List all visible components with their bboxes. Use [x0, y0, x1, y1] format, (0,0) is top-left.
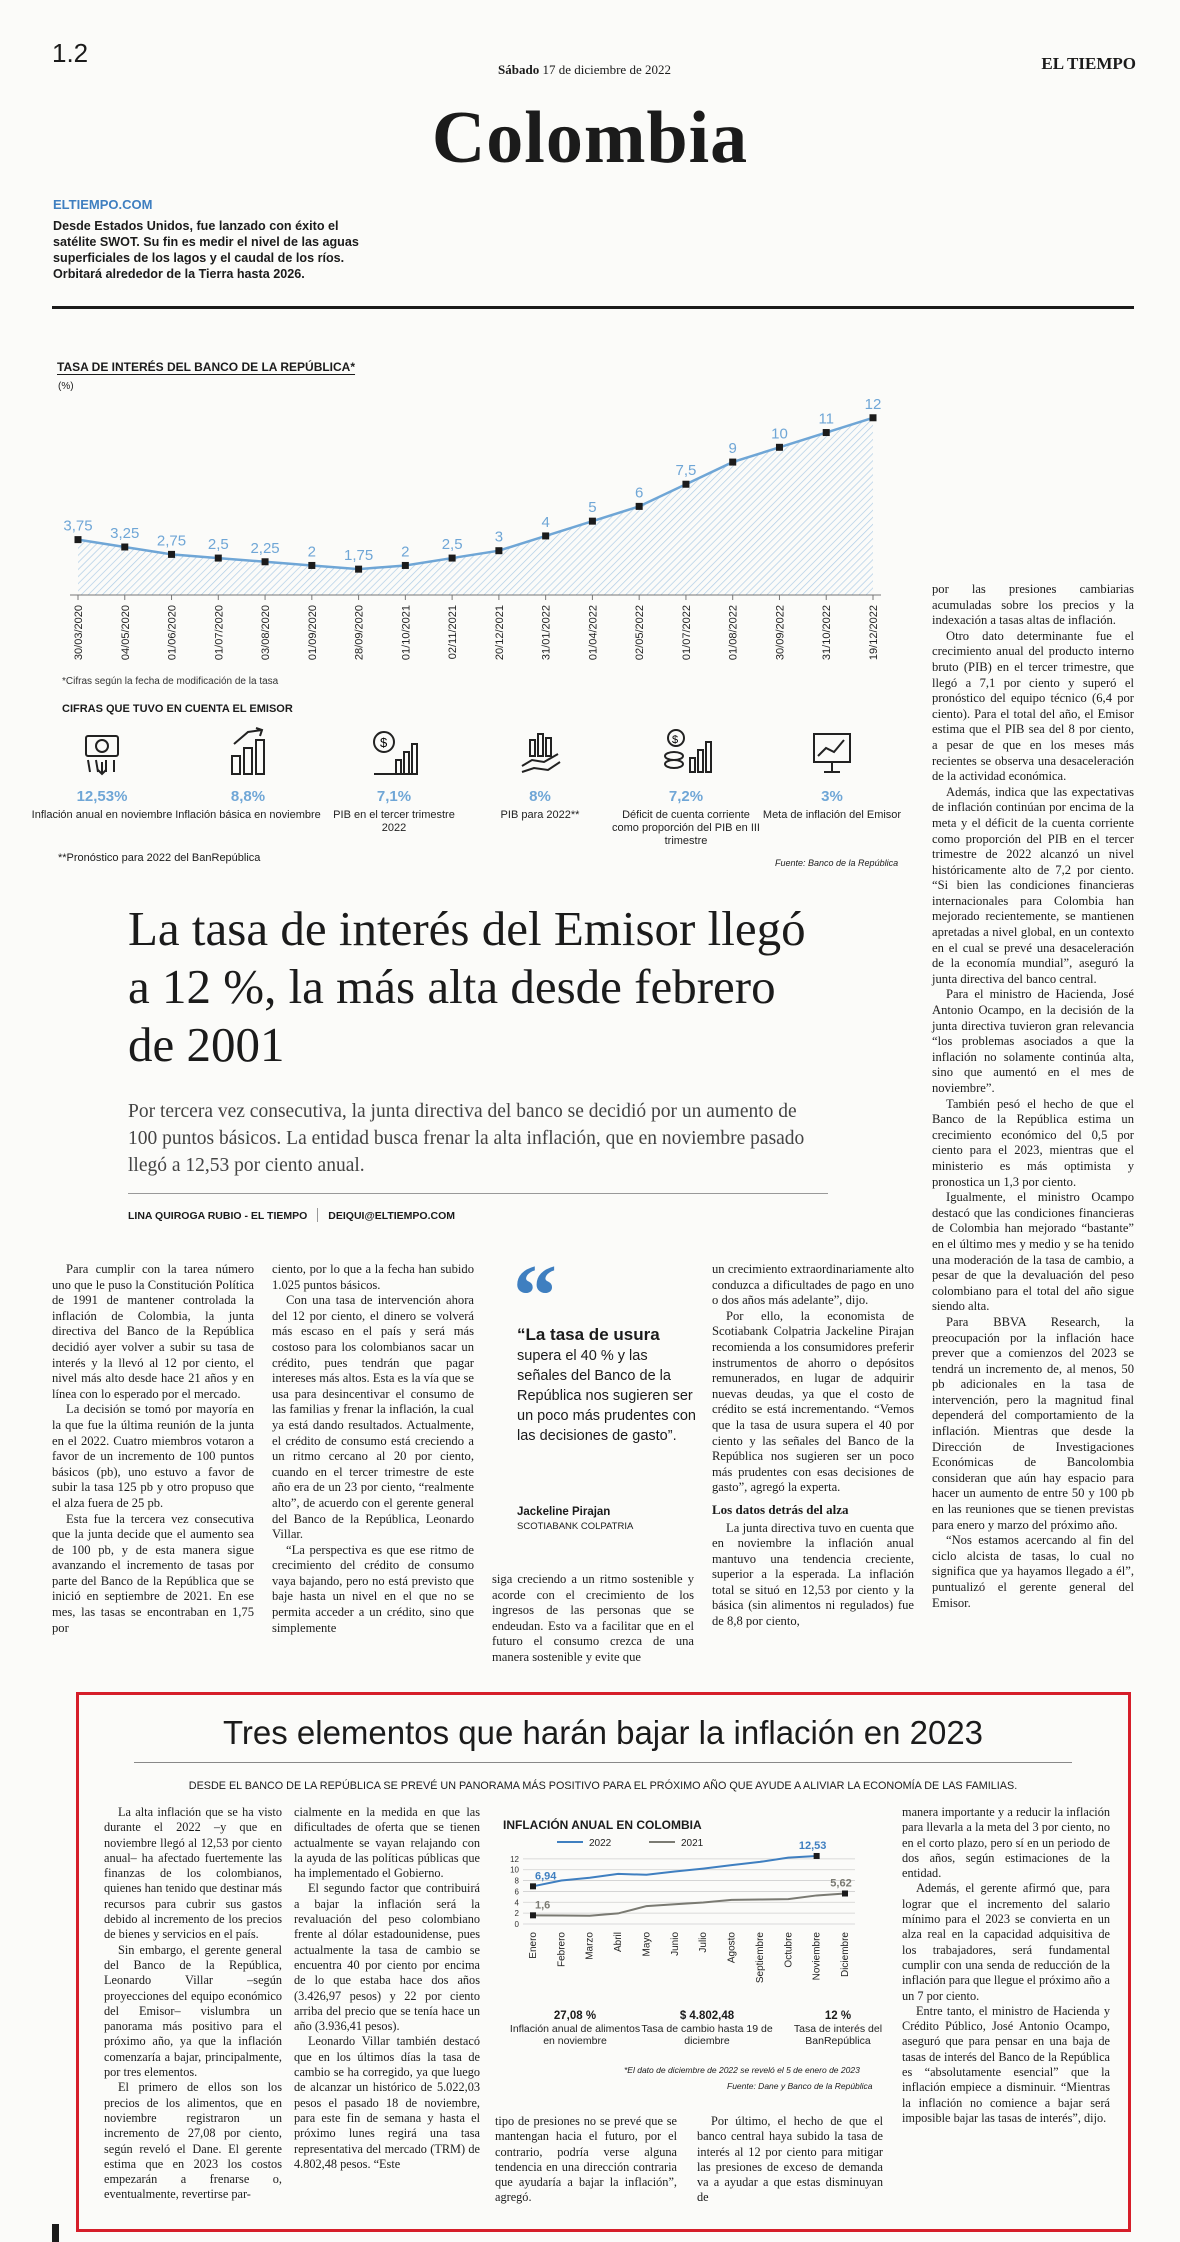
- data-point: [308, 562, 315, 569]
- y-tick-label: 8: [514, 1876, 519, 1886]
- legend-label: 2022: [589, 1838, 612, 1849]
- indicator-label: PIB para 2022**: [500, 809, 580, 821]
- paragraph: por las presiones cambiarias acumuladas sobre los precios y la indexación a tasas altas de inflación.: [932, 582, 1134, 628]
- issue-date-rest: 17 de diciembre de 2022: [542, 62, 671, 77]
- article-column-3-tail: [492, 1572, 694, 1666]
- data-label: 2,25: [250, 539, 280, 557]
- article-deck: Por tercera vez consecutiva, la junta directiva del banco se decidió por un aumento de 100 puntos básicos. La entidad busca frenar la alta inflación, que en noviembre pasado llegó a 12,53 por ciento anual.: [128, 1101, 805, 1176]
- x-tick-label: Mayo: [641, 1932, 653, 1957]
- x-tick-label: 31/10/2022: [821, 605, 834, 661]
- interest-rate-chart: [40, 395, 890, 677]
- paragraph: La alta inflación que se ha visto durante el 2022 –y que en noviembre llegó al 12,53 por ciento anual– ha afectado fuertemente las finanzas de los colombianos, quienes han tenido que destinar más recursos para cubrir sus gastos debido al incremento de los precios de bienes y servicios en el país.: [104, 1805, 282, 1942]
- x-tick-label: 02/11/2021: [447, 605, 460, 660]
- x-tick-label: Abril: [613, 1932, 625, 1953]
- paragraph: Con una tasa de intervención ahora del 12 por ciento, el dinero se volverá más escaso en el país y será más costoso para los colombianos sacar un crédito, pues tendrán que pagar intereses más altos. Esta es la vía que se usa para desincentivar el consumo de las familias y frenar la inflación, la cual ya está dando resultados. Actualmente, el crédito de consumo está creciendo a un ritmo cercano al 20 por ciento, cuando en el tercer trimestre de este año era de un 23 por ciento, “realmente alto”, de acuerdo con el gerente general del Banco de la República, Leonardo Villar.: [272, 1293, 474, 1542]
- article-headline: La tasa de interés del Emisor llegó a 12 %, la más alta desde febrero de 2001: [128, 901, 806, 1072]
- chart-title: TASA DE INTERÉS DEL BANCO DE LA REPÚBLICA*: [57, 360, 356, 374]
- hand-chart-icon: [466, 726, 614, 778]
- x-tick-label: Marzo: [584, 1932, 596, 1960]
- x-tick-label: 19/12/2022: [868, 605, 880, 661]
- byline-divider: [128, 1193, 828, 1194]
- indicator-label: PIB en el tercer trimestre 2022: [333, 809, 455, 834]
- y-tick-label: 2: [514, 1909, 519, 1919]
- byline: [128, 1208, 455, 1222]
- data-label: 3: [494, 528, 504, 546]
- series-start-point: [530, 1883, 536, 1889]
- data-point: [355, 566, 362, 573]
- data-point: [729, 459, 736, 466]
- paragraph: Otro dato determinante fue el crecimiento anual del producto interno bruto (PIB) en el tercer trimestre, que llegó a 7,1 por ciento y superó el pronóstico del equipo técnico (6,4 por ciento). Para el total del año, el Emisor estima que el PIB sea del 8 por ciento, a pesar de que en los meses más recientes se observa una desaceleración de la actividad económica.: [932, 628, 1134, 784]
- data-label: 3,75: [63, 517, 93, 535]
- x-tick-label: 02/05/2022: [634, 605, 647, 661]
- target-board-icon: [758, 726, 906, 778]
- x-tick-label: 20/12/2021: [493, 605, 506, 661]
- series-end-label: 5,62: [830, 1877, 852, 1890]
- data-label: 10: [771, 425, 788, 443]
- indicator-target: [758, 726, 906, 822]
- paragraph: Esta fue la tercera vez consecutiva que la junta decide que el aumento sea de 100 pb, y de esta manera sigue avanzando el incremento de tasas por parte del Banco de la República que se inició en septiembre de 2021. En ese mes, las tasas se encontraban en 1,75 por: [52, 1511, 254, 1635]
- data-label: 12: [864, 395, 882, 413]
- data-point: [262, 558, 269, 565]
- inflation-chart-note: *El dato de diciembre de 2022 se reveló el 5 de enero de 2023: [624, 2065, 860, 2075]
- data-label: 9: [728, 440, 737, 458]
- data-point: [823, 429, 830, 436]
- article-column-2: [272, 1262, 474, 1636]
- paragraph: La junta directiva tuvo en cuenta que en noviembre la inflación anual mantuvo una tendencia creciente, superior a la esperada. La inflación total se situó en 12,53 por ciento y la básica (sin alimentos ni regulados) fue de 8,8 por ciento,: [712, 1520, 914, 1629]
- x-tick-label: Agosto: [726, 1932, 738, 1964]
- data-point: [215, 555, 222, 562]
- pull-quote: [517, 1325, 697, 1446]
- box-indicator-value: $ 4.802,48: [679, 2010, 735, 2022]
- x-tick-label: 30/09/2022: [774, 605, 787, 661]
- paragraph: ciento, por lo que a la fecha han subido 1.025 puntos básicos.: [272, 1262, 474, 1292]
- indicator-inflation: [28, 726, 176, 822]
- pull-quote-rest: supera el 40 % y las señales del Banco de la República nos sugieren ser un poco más prudentes con las decisiones de gasto”.: [517, 1348, 696, 1444]
- paragraph: un crecimiento extraordinariamente alto conduzca a dificultades de pago en uno o dos años más adelante”, dijo.: [712, 1262, 914, 1308]
- box-column-5: [902, 1805, 1110, 2126]
- inflation-plot-area: [510, 1838, 855, 1983]
- promo-site[interactable]: ELTIEMPO.COM: [53, 197, 153, 212]
- x-tick-label: 30/03/2020: [73, 605, 85, 661]
- paragraph: Además, el gerente afirmó que, para lograr que el incremento del salario mínimo para el 2023 se convierta en un alza real en la capacidad adquisitiva de los trabajadores, será fundamental cumplir con una senda de reducción de la inflación para que llegue el próximo año a un 7 por ciento.: [902, 1881, 1110, 2003]
- newspaper-brand: EL TIEMPO: [1041, 54, 1136, 73]
- pull-quote-author: Jackeline Pirajan: [517, 1506, 611, 1518]
- header-divider: [52, 306, 1134, 309]
- box-subtitle: DESDE EL BANCO DE LA REPÚBLICA SE PREVÉ UN PANORAMA MÁS POSITIVO PARA EL PRÓXIMO AÑO QUE AYUDE A ALIVIAR LA ECONOMÍA DE LAS FAMILIAS.: [188, 1780, 1018, 1792]
- indicators-title: CIFRAS QUE TUVO EN CUENTA EL EMISOR: [62, 703, 293, 715]
- data-point: [636, 503, 643, 510]
- x-tick-label: 01/08/2022: [727, 605, 740, 661]
- pull-quote-lead: “La tasa de usura: [517, 1325, 660, 1344]
- issue-day: Sábado: [498, 62, 540, 77]
- box-divider: [134, 1762, 1072, 1763]
- x-tick-label: Junio: [669, 1932, 681, 1956]
- series-start-label: 6,94: [535, 1870, 557, 1883]
- bar-growth-icon: [174, 726, 322, 778]
- paragraph: Igualmente, el ministro Ocampo destacó que las condiciones financieras de Colombia han mejorado “bastante” en el último mes y medio y se ha tenido una moderación de la tasa de cambio, a pesar de que la devaluación del peso colombiano para el total del año sigue siendo alta.: [932, 1190, 1134, 1314]
- data-label: 5: [588, 499, 597, 517]
- data-point: [402, 562, 409, 569]
- quote-mark-icon: “: [513, 1248, 557, 1345]
- paragraph: Para cumplir con la tarea número uno que le puso la Constitución Política de 1991 de mantener controlada la inflación de Colombia, la junta directiva del Banco de la República decidió ayer volver a subir su tasa de interés y la llevó al 12 por ciento, el nivel más alto desde hace 21 años y en línea con lo esperado por el mercado.: [52, 1262, 254, 1401]
- box-indicator: [505, 2010, 645, 2047]
- y-tick-label: 12: [510, 1854, 519, 1864]
- box-indicator: [637, 2010, 777, 2047]
- box-indicator-value: 27,08 %: [553, 2010, 597, 2022]
- article-column-1: [52, 1262, 254, 1636]
- series-start-label: 1,6: [535, 1899, 551, 1912]
- byline-separator: [317, 1208, 318, 1222]
- x-tick-label: 31/01/2022: [540, 605, 553, 661]
- data-label: 1,75: [343, 547, 374, 565]
- x-tick-label: Diciembre: [840, 1932, 851, 1978]
- data-label: 2,5: [207, 536, 229, 554]
- indicator-value: 8,8%: [230, 788, 266, 805]
- indicator-value: 7,1%: [376, 788, 412, 805]
- x-tick-label: 04/05/2020: [119, 605, 132, 661]
- data-point: [168, 551, 175, 558]
- promo-text: Desde Estados Unidos, fue lanzado con éxito el satélite SWOT. Su fin es medir el nivel de las aguas superficiales de los lagos y el caudal de los ríos. Orbitará alrededor de la Tierra hasta 2026.: [53, 219, 359, 281]
- data-label: 3,25: [110, 525, 140, 542]
- x-tick-label: Septiembre: [754, 1932, 766, 1984]
- paragraph: El primero de ellos son los precios de los alimentos, que en noviembre registraron un incremento de 27,08 por ciento, según reveló el Dane. El gerente estima que en 2023 los costos empezarán a frenarse o, eventualmente, revertirse par-: [104, 2080, 282, 2202]
- indicator-value: 12,53%: [76, 788, 128, 805]
- data-label: 2: [307, 543, 316, 561]
- paragraph: Para el ministro de Hacienda, José Antonio Ocampo, en la decisión de la junta directiva tuvieron gran relevancia “los problemas asociados a que la inflación no solamente continúa alta, sino que aumentó en el mes de noviembre”.: [932, 987, 1134, 1095]
- box-title: Tres elementos que harán bajar la inflación en 2023: [222, 1714, 984, 1751]
- x-tick-label: 01/07/2022: [680, 605, 693, 661]
- legend-label: 2021: [681, 1838, 704, 1849]
- x-tick-label: Noviembre: [811, 1932, 823, 1981]
- x-tick-label: Octubre: [783, 1932, 795, 1968]
- paragraph: El segundo factor que contribuirá a bajar la inflación será la revaluación del peso colombiano frente al dólar estadounidense, pues actualmente la tasa de cambio se encuentra 40 por ciento por encima de lo que estaba hace dos años (3.426,97 pesos) y 22 por ciento arriba del precio que se tenía hace un año (3.936,41 pesos).: [294, 1881, 480, 2034]
- paragraph: cialmente en la medida en que las dificultades de oferta que se tienen actualmente se vayan relajando con la ayuda de las políticas públicas que ha implementado el Gobierno.: [294, 1805, 480, 1881]
- x-tick-label: Febrero: [556, 1932, 568, 1968]
- x-tick-label: Julio: [698, 1932, 710, 1953]
- data-point: [449, 555, 456, 562]
- inflation-chart-title: INFLACIÓN ANUAL EN COLOMBIA: [503, 1818, 702, 1832]
- series-line: [533, 1893, 845, 1915]
- indicator-gdp-q3: [320, 726, 468, 835]
- data-point: [589, 518, 596, 525]
- inflation-chart-source: Fuente: Dane y Banco de la República: [727, 2081, 873, 2091]
- svg-text:$: $: [672, 734, 679, 746]
- page-number: 1.2: [52, 38, 89, 68]
- paragraph: Además, indica que las expectativas de inflación continúan por encima de la meta y el déficit de la cuenta corriente como proporción del PIB en el tercer trimestre de 2022 alcanzó un nivel históricamente alto de 7,2 por ciento. “Si bien las condiciones financieras internacionales para Colombia han mejorado recientemente, se mantienen apretadas a nivel global, en un contexto en el cual se prevé una desaceleración de la economía mundial”, aseguró la junta directiva del banco central.: [932, 784, 1134, 986]
- x-tick-label: 01/10/2021: [400, 605, 413, 661]
- coin-chart-icon: [320, 726, 468, 778]
- y-tick-label: 0: [514, 1920, 519, 1929]
- section-title: Colombia: [431, 97, 749, 179]
- data-label: 2,75: [156, 532, 187, 550]
- indicator-label: Déficit de cuenta corriente como proporción del PIB en III trimestre: [612, 809, 760, 847]
- box-indicator-label: Tasa de cambio hasta 19 de diciembre: [641, 2023, 773, 2047]
- rate-plot-area: [63, 396, 881, 660]
- page-edge-mark: [52, 2224, 59, 2242]
- author-email[interactable]: DEIQUI@ELTIEMPO.COM: [328, 1210, 455, 1222]
- indicator-current-account: [612, 726, 760, 848]
- subheading: Los datos detrás del alza: [712, 1501, 849, 1517]
- data-label: 2,5: [441, 536, 463, 554]
- data-label: 4: [541, 513, 550, 531]
- box-column-1: [104, 1805, 282, 2203]
- indicator-value: 3%: [821, 788, 843, 805]
- paragraph: “Nos estamos acercando al fin del ciclo alcista de tasas, lo cual no significa que ya hayamos llegado a él”, puntualizó el gerente general del Emisor.: [932, 1533, 1134, 1610]
- data-point: [776, 444, 783, 451]
- indicator-value: 7,2%: [668, 788, 704, 805]
- x-tick-label: 03/08/2020: [260, 605, 273, 661]
- series-start-point: [530, 1912, 536, 1918]
- x-tick-label: 01/06/2020: [166, 605, 179, 661]
- paragraph: La decisión se tomó por mayoría en la que fue la última reunión de la junta en el 2022. Cuatro miembros votaron a favor de un incremento de 100 puntos básicos (pb), uno estuvo a favor de subir la tasa 125 pb y otro propuso que el alza fuera de 25 pb.: [52, 1402, 254, 1510]
- paragraph: “La perspectiva es que ese ritmo de crecimiento del crédito de consumo vaya bajando, pero no está previsto que baje hasta un nivel en el que no se permita acceder a un crédito, sino que simplemente: [272, 1542, 474, 1635]
- box-column-3-tail: [495, 2114, 677, 2206]
- svg-text:$: $: [380, 735, 388, 750]
- paragraph: Para BBVA Research, la preocupación por la inflación hace prever que a comienzos del 2023 se tendrá un incremento de, al menos, 50 pb adicionales en la tasa de intervención, pero la magnitud final dependerá del comportamiento de la inflación. Mientras que desde la Dirección de Investigaciones Económicas de Bancolombia consideran que aún hay espacio para hacer un aumento de entre 50 y 100 pb en las reuniones que se tienen previstas para enero y marzo del próximo año.: [932, 1314, 1134, 1532]
- paragraph: manera importante y a reducir la inflación para llevarla a la meta del 3 por ciento, no en el corto plazo, pero sí en un periodo de dos años, según estimaciones de la entidad.: [902, 1805, 1110, 1881]
- paragraph: Entre tanto, el ministro de Hacienda y Crédito Público, José Antonio Ocampo, aseguró que para pensar en una baja de tasas de interés del Banco de la República es “absolutamente esencial” que la inflación empiece a disminuir. “Mientras la inflación no comience a bajar será imposible bajar las tasas de interés”, dijo.: [902, 2003, 1110, 2125]
- indicator-label: Inflación anual en noviembre: [31, 809, 173, 821]
- data-point: [870, 414, 877, 421]
- y-tick-label: 6: [514, 1887, 519, 1897]
- indicator-gdp-2022: [466, 726, 614, 822]
- x-tick-label: 01/04/2022: [587, 605, 600, 661]
- data-point: [495, 547, 502, 554]
- paragraph: Por ello, la economista de Scotiabank Colpatria Jackeline Pirajan recomienda a los consumidores preferir instrumentos de ahorro o depósitos remunerados, en lugar de adquirir nuevas deudas, ya que el costo de crédito se está incrementando. “Vemos que la tasa de usura supera el 40 por ciento y las señales del Banco de la República nos sugieren ser un poco más prudentes con esas decisiones de gasto”, agregó la experta.: [712, 1308, 914, 1495]
- data-point: [75, 536, 82, 543]
- paragraph: Leonardo Villar también destacó que en los últimos días la tasa de cambio se ha corregido, ya que luego de alcanzar un histórico de 5.022,03 pesos el pasado 18 de noviembre, para este fin de semana y hasta el próximo lunes regirá una tasa representativa del mercado (TRM) de 4.802,48 pesos. “Este: [294, 2034, 480, 2171]
- forecast-footnote: **Pronóstico para 2022 del BanRepública: [58, 852, 261, 864]
- chart-footnote: *Cifras según la fecha de modificación de la tasa: [62, 676, 279, 687]
- paragraph: También pesó el hecho de que el Banco de la República estima un crecimiento económico del 0,5 por ciento para el 2023, mientras que el ministerio es más optimista y pronostica un 1,3 por ciento.: [932, 1096, 1134, 1189]
- box-indicator-label: Inflación anual de alimentos en noviembre: [509, 2023, 641, 2047]
- data-label: 7,5: [675, 462, 697, 480]
- article-column-4: [712, 1262, 914, 1630]
- pull-quote-role: SCOTIABANK COLPATRIA: [517, 1521, 634, 1532]
- box-indicator: [768, 2010, 908, 2047]
- article-column-5: [932, 582, 1134, 1611]
- issue-date: [498, 62, 671, 78]
- inflation-chart: [495, 1832, 885, 2010]
- data-label: 6: [635, 484, 644, 502]
- y-tick-label: 4: [514, 1898, 519, 1908]
- rate-area: [78, 418, 873, 595]
- series-end-label: 12,53: [798, 1839, 827, 1852]
- box-indicator-label: Tasa de interés del BanRepública: [793, 2023, 883, 2047]
- data-label: 2: [401, 543, 410, 561]
- indicator-value: 8%: [529, 788, 551, 805]
- series-end-point: [814, 1853, 820, 1859]
- paragraph: Por último, el hecho de que el banco central haya subido la tasa de interés al 12 por ciento para mitigar las presiones de exceso de demanda va a ayudar a que estas disminuyan de: [697, 2114, 883, 2205]
- money-down-icon: [28, 726, 176, 778]
- indicator-label: Inflación básica en noviembre: [175, 809, 321, 821]
- x-tick-label: 01/09/2020: [306, 605, 319, 661]
- paragraph: Sin embargo, el gerente general del Banco de la República, Leonardo Villar –según proyecciones del equipo económico del Emisor– vislumbra un panorama más positivo para el próximo año, ya que la inflación comenzaría a bajar, principalmente, por tres elementos.: [104, 1942, 282, 2080]
- box-column-4-tail: [697, 2114, 883, 2206]
- data-point: [542, 532, 549, 539]
- data-label: 11: [818, 410, 835, 428]
- box-indicator-value: 12 %: [824, 2010, 852, 2022]
- x-tick-label: 01/07/2020: [213, 605, 226, 661]
- x-tick-label: Enero: [528, 1932, 539, 1959]
- chart-unit: (%): [58, 381, 74, 392]
- paragraph: tipo de presiones no se prevé que se mantengan hacia el futuro, por el contrario, podría verse alguna tendencia en una dirección contraria que ayudaría a bajar la inflación”, agregó.: [495, 2114, 677, 2205]
- series-end-point: [842, 1890, 848, 1896]
- paragraph: siga creciendo a un ritmo sostenible y acorde con el crecimiento de los ingresos de las personas que se endeudan. Esto va a facilitar que en el futuro el consumo crezca de una manera sostenible y evite que: [492, 1572, 694, 1664]
- y-tick-label: 10: [510, 1865, 519, 1875]
- x-tick-label: 28/09/2020: [353, 605, 366, 661]
- coins-chart-icon: [612, 726, 760, 778]
- indicator-label: Meta de inflación del Emisor: [762, 809, 902, 821]
- series-line: [533, 1856, 817, 1886]
- data-point: [121, 544, 128, 551]
- chart-source: Fuente: Banco de la República: [775, 858, 899, 868]
- box-column-2: [294, 1805, 480, 2172]
- indicator-core-inflation: [174, 726, 322, 822]
- data-point: [682, 481, 689, 488]
- author: LINA QUIROGA RUBIO - EL TIEMPO: [128, 1210, 308, 1222]
